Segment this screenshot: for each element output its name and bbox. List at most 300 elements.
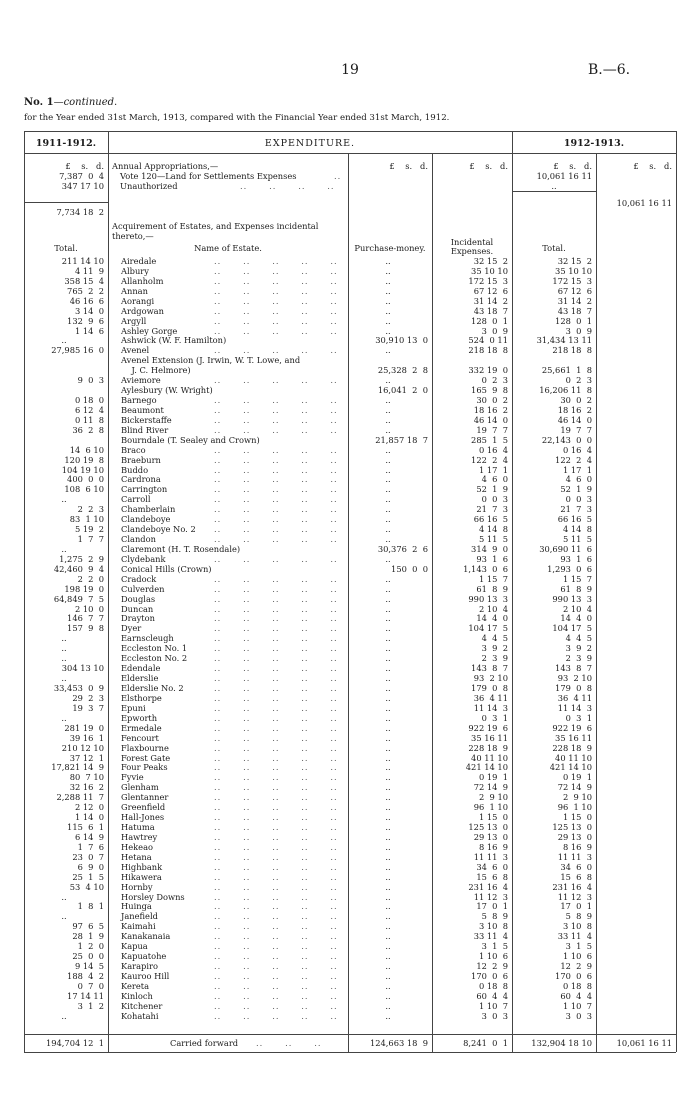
prev-total-cell: .. <box>61 494 67 505</box>
total-cell: 2 3 9 <box>565 653 592 664</box>
footer-total: 132,904 18 10 <box>531 1038 592 1048</box>
total-cell: 0 0 3 <box>565 494 592 505</box>
estate-name-cell: Fyvie <box>121 772 144 783</box>
estate-name-cell: Greenfield <box>121 802 166 813</box>
lsd-purchase: £ s. d. <box>389 161 428 171</box>
incidental-expenses-cell: 8 16 9 <box>478 841 508 852</box>
estate-name-cell: Airedale <box>121 256 157 266</box>
estate-name-cell: Ardgowan <box>121 305 164 316</box>
estate-name-cell: Conical Hills (Crown) <box>121 563 212 574</box>
total-cell: 31 14 2 <box>557 295 592 306</box>
prev-total-cell: 146 7 7 <box>67 613 104 624</box>
year-left: 1911-1912. <box>35 138 97 149</box>
table-row <box>0 574 700 584</box>
dot-leader: .. .. .. .. .. <box>214 762 338 773</box>
table-row <box>0 911 700 921</box>
total-cell: 2 10 4 <box>562 603 592 614</box>
estate-name-cell: Glenham <box>121 782 159 793</box>
prev-total-cell: 132 9 6 <box>67 315 104 326</box>
prev-total-cell: 2,288 11 7 <box>56 792 104 803</box>
dot-leader: .. .. .. .. .. <box>214 732 338 743</box>
total-cell: 30,690 11 6 <box>539 543 592 554</box>
table-row <box>0 365 700 375</box>
incidental-expenses-cell: 35 16 11 <box>471 732 508 743</box>
purchase-money-cell: .. <box>385 395 391 406</box>
total-cell: 21 7 3 <box>560 504 592 515</box>
table-row <box>0 415 700 425</box>
lsd-prev: £ s. d. <box>65 161 104 171</box>
prev-total-cell: .. <box>61 653 67 664</box>
purchase-money-cell: .. <box>385 682 391 693</box>
total-cell: 19 7 7 <box>560 424 592 435</box>
total-cell: 0 16 4 <box>562 444 592 455</box>
prev-total-cell: 108 6 10 <box>64 484 104 495</box>
table-row <box>0 623 700 633</box>
prev-total-cell: 2 12 0 <box>74 802 104 813</box>
incidental-expenses-cell: 3 1 5 <box>481 941 508 952</box>
total-cell: 72 14 9 <box>557 782 592 793</box>
dot-leader: .. .. .. .. .. <box>214 871 338 882</box>
prev-total-cell: 17 14 11 <box>67 990 104 1001</box>
estate-name-cell: Hornby <box>121 881 153 892</box>
incidental-expenses-cell: 170 0 6 <box>471 970 508 981</box>
estate-name-cell: Argyll <box>121 315 147 326</box>
incidental-expenses-cell: 34 6 0 <box>476 861 508 872</box>
estate-name-cell: Horsley Downs <box>121 891 185 902</box>
prev-total-cell: 1 7 6 <box>77 841 104 852</box>
purchase-money-cell: .. <box>385 921 391 932</box>
total-cell: 5 8 9 <box>565 911 592 922</box>
prev-total-cell: 27,985 16 0 <box>51 345 104 356</box>
prev-total-cell: 198 19 0 <box>64 583 104 594</box>
total-cell: 93 2 10 <box>557 673 592 684</box>
prev-total-cell: 83 1 10 <box>69 514 104 525</box>
prev-total-cell: 6 9 0 <box>77 861 104 872</box>
table-row <box>0 802 700 812</box>
incidental-expenses-cell: 3 0 9 <box>481 325 508 336</box>
purchase-money-cell: .. <box>385 881 391 892</box>
estate-name-cell: Clydebank <box>121 553 166 564</box>
table-row <box>0 326 700 336</box>
purchase-money-cell: .. <box>385 623 391 634</box>
dot-leader: .. .. .. .. .. <box>214 911 338 922</box>
prev-total-cell: 42,460 9 4 <box>53 563 104 574</box>
estate-name-cell: Elsthorpe <box>121 692 162 703</box>
prev-total-cell: 1 7 7 <box>77 534 104 545</box>
total-cell: 0 2 3 <box>565 375 592 386</box>
dot-leader: .. .. .. .. .. <box>214 315 338 326</box>
table-row <box>0 782 700 792</box>
total-cell: 93 1 6 <box>560 553 592 564</box>
total-cell: 11 12 3 <box>557 891 592 902</box>
header-rule <box>24 153 676 154</box>
dot-leader: .. .. .. .. .. <box>214 593 338 604</box>
estate-name-cell: Braeburn <box>121 454 161 465</box>
total-cell: 218 18 8 <box>552 345 592 356</box>
total-cell: 29 13 0 <box>557 831 592 842</box>
purchase-money-cell: .. <box>385 583 391 594</box>
dot-leader: .. .. .. .. .. <box>214 822 338 832</box>
prev-total-cell: .. <box>61 673 67 684</box>
total-cell: 3 10 8 <box>562 921 592 932</box>
estate-name-cell: Forest Gate <box>121 752 171 763</box>
estate-name-cell: Four Peaks <box>121 762 168 773</box>
purchase-money-cell: .. <box>385 851 391 862</box>
table-row <box>0 256 700 266</box>
prev-total-cell: .. <box>61 891 67 902</box>
purchase-money-cell: .. <box>385 941 391 952</box>
purchase-money-cell: .. <box>385 524 391 535</box>
prev-total-cell: 28 1 9 <box>72 931 104 942</box>
prev-total-cell: 104 19 10 <box>61 464 104 475</box>
dot-leader: .. .. .. .. .. <box>214 692 338 703</box>
dot-leader: .. .. .. .. .. <box>214 345 338 356</box>
incidental-expenses-cell: 2 10 4 <box>478 603 508 614</box>
incidental-expenses-cell: 104 17 5 <box>468 623 508 634</box>
prev-unauth: 347 17 10 <box>61 181 104 191</box>
incidental-expenses-cell: 43 18 7 <box>473 305 508 316</box>
estate-name-cell: Culverden <box>121 583 165 594</box>
prev-total-cell: .. <box>61 712 67 723</box>
prev-total-cell: .. <box>61 643 67 654</box>
estate-name-cell: Duncan <box>121 603 154 614</box>
prev-total-cell: 23 0 7 <box>72 851 104 862</box>
estate-name-cell: Dyer <box>121 623 142 634</box>
incidental-expenses-cell: 33 11 4 <box>473 931 508 942</box>
cur-vote: 10,061 16 11 <box>536 171 592 181</box>
estate-name-cell: Hetana <box>121 851 152 862</box>
incidental-expenses-cell: 32 15 2 <box>473 256 508 266</box>
purchase-money-cell: .. <box>385 285 391 296</box>
prev-total-cell: 304 13 10 <box>61 663 104 674</box>
table-row <box>0 971 700 981</box>
total-cell: 172 15 3 <box>552 275 592 286</box>
purchase-money-cell: .. <box>385 752 391 763</box>
table-row <box>0 693 700 703</box>
purchase-money-cell: 30,910 13 0 <box>375 335 428 346</box>
estate-name-cell: Ashwick (W. F. Hamilton) <box>121 335 227 346</box>
purchase-money-cell: 25,328 2 8 <box>377 365 428 376</box>
purchase-money-cell: .. <box>385 762 391 773</box>
incidental-expenses-cell: 0 2 3 <box>481 375 508 386</box>
dot-leader: .. .. .. .. .. <box>214 524 338 535</box>
page-reference: B.—6. <box>588 62 631 78</box>
dot-leader: .. .. .. .. .. <box>214 712 338 723</box>
prev-total-cell: 64,849 7 5 <box>53 593 104 604</box>
total-cell: 33 11 4 <box>557 931 592 942</box>
total-cell: 32 15 2 <box>557 256 592 266</box>
estate-name-cell: Epworth <box>121 712 158 723</box>
estate-name-cell: Barnego <box>121 395 157 406</box>
prev-total-cell: .. <box>61 543 67 554</box>
table-row <box>0 1011 700 1021</box>
table-row <box>0 832 700 842</box>
purchase-money-cell: .. <box>385 424 391 435</box>
incidental-expenses-cell: 3 10 8 <box>478 921 508 932</box>
dot-leader: .. .. .. .. .. <box>214 792 338 803</box>
table-row <box>0 534 700 544</box>
table-row <box>0 653 700 663</box>
purchase-money-cell: .. <box>385 534 391 545</box>
dot-leader: .. .. .. .. .. <box>214 831 338 842</box>
purchase-money-cell: 21,857 18 7 <box>375 434 428 445</box>
dot-leader: .. .. .. .. .. <box>214 484 338 495</box>
table-row <box>0 991 700 1001</box>
purchase-money-cell: .. <box>385 822 391 832</box>
purchase-money-cell: .. <box>385 325 391 336</box>
total-cell: 3 0 9 <box>565 325 592 336</box>
total-cell: 22,143 0 0 <box>541 434 592 445</box>
purchase-money-cell: .. <box>385 772 391 783</box>
footer-label: Carried forward <box>170 1038 239 1048</box>
table-row <box>0 792 700 802</box>
dot-leader: .. .. .. .. .. <box>214 275 338 286</box>
total-cell: 143 8 7 <box>555 663 592 674</box>
dot-leader: .. .. .. .. .. <box>214 534 338 545</box>
dot-leader: .. .. .. .. .. <box>214 702 338 713</box>
prev-total-cell: 37 12 1 <box>69 752 104 763</box>
estate-name-cell: Clandon <box>121 534 156 545</box>
incidental-expenses-cell: 4 6 0 <box>481 474 508 485</box>
incidental-expenses-cell: 285 1 5 <box>471 434 508 445</box>
dot-leader: .. .. .. .. .. <box>214 881 338 892</box>
incidental-expenses-cell: 231 16 4 <box>468 881 508 892</box>
purchase-money-cell: .. <box>385 901 391 912</box>
prev-total-cell: 0 7 0 <box>77 980 104 991</box>
dot-leader: .. .. .. .. .. <box>214 682 338 693</box>
total-cell: 35 10 10 <box>555 265 592 276</box>
total-cell: 52 1 9 <box>560 484 592 495</box>
dot-leader: .. .. .. .. .. <box>214 951 338 962</box>
table-row <box>0 355 700 365</box>
table-row <box>0 753 700 763</box>
estate-name-cell: J. C. Helmore) <box>121 365 191 376</box>
table-row <box>0 633 700 643</box>
prev-total-cell: 4 11 9 <box>74 265 104 276</box>
total-cell: 128 0 1 <box>555 315 592 326</box>
prev-vote: 7,387 0 4 <box>59 171 104 181</box>
incidental-expenses-cell: 52 1 9 <box>476 484 508 495</box>
incidental-expenses-cell: 67 12 6 <box>473 285 508 296</box>
prev-total-cell: 32 16 2 <box>69 782 104 793</box>
estate-name-cell: Hatuma <box>121 822 155 832</box>
estate-name-cell: Aorangi <box>121 295 155 306</box>
table-row <box>0 584 700 594</box>
table-row <box>0 733 700 743</box>
table-row <box>0 882 700 892</box>
table-row <box>0 494 700 504</box>
col-total-cur: Total. <box>542 243 566 253</box>
table-row <box>0 901 700 911</box>
incidental-expenses-cell: 122 2 4 <box>471 454 508 465</box>
table-row <box>0 335 700 345</box>
table-row <box>0 474 700 484</box>
purchase-money-cell: .. <box>385 404 391 415</box>
prev-total-cell: 17,821 14 9 <box>51 762 104 773</box>
total-cell: 30 0 2 <box>560 395 592 406</box>
purchase-money-cell: .. <box>385 464 391 475</box>
incidental-expenses-cell: 93 2 10 <box>473 673 508 684</box>
purchase-money-cell: .. <box>385 256 391 266</box>
estate-name-cell: Eccleston No. 2 <box>121 653 188 664</box>
dot-leader: .. .. .. .. .. <box>214 573 338 584</box>
dot-leader: .. .. .. .. .. <box>214 375 338 386</box>
total-cell: 11 14 3 <box>557 702 592 713</box>
continued-label: —continued. <box>53 97 118 108</box>
page-number: 19 <box>341 62 359 78</box>
table-row <box>0 743 700 753</box>
table-row <box>0 852 700 862</box>
estate-name-cell: Ermedale <box>121 722 162 733</box>
total-cell: 96 1 10 <box>557 802 592 813</box>
total-cell: 228 18 9 <box>552 742 592 753</box>
estate-name-cell: Blind River <box>121 424 169 435</box>
prev-total-cell: .. <box>61 335 67 346</box>
prev-total-cell: 2 2 0 <box>77 573 104 584</box>
prev-total-cell: 53 4 10 <box>69 881 104 892</box>
incidental-expenses-cell: 1 15 7 <box>478 573 508 584</box>
estate-name-cell: Hawtrey <box>121 831 158 842</box>
prev-total-cell: .. <box>61 633 67 644</box>
purchase-money-cell: .. <box>385 990 391 1001</box>
incidental-expenses-cell: 17 0 1 <box>476 901 508 912</box>
estate-name-cell: Buddo <box>121 464 149 475</box>
prev-total-cell: 211 14 10 <box>61 256 104 266</box>
table-row <box>0 703 700 713</box>
purchase-money-cell: .. <box>385 593 391 604</box>
prev-total-cell: 115 6 1 <box>67 822 104 832</box>
purchase-money-cell: .. <box>385 722 391 733</box>
purchase-money-cell: .. <box>385 911 391 922</box>
incidental-expenses-cell: 11 11 3 <box>473 851 508 862</box>
purchase-money-cell: .. <box>385 553 391 564</box>
unauth-leader: .. .. .. .. <box>240 181 335 191</box>
total-cell: 421 14 10 <box>549 762 592 773</box>
total-cell: 0 19 1 <box>562 772 592 783</box>
prev-total-cell: 5 19 2 <box>74 524 104 535</box>
total-cell: 40 11 10 <box>555 752 592 763</box>
dot-leader: .. .. .. .. .. <box>214 653 338 664</box>
purchase-money-cell: .. <box>385 931 391 942</box>
dot-leader: .. .. .. .. .. <box>214 395 338 406</box>
purchase-money-cell: .. <box>385 782 391 793</box>
estate-name-cell: Ashley Gorge <box>121 325 178 336</box>
table-row <box>0 604 700 614</box>
purchase-money-cell: .. <box>385 315 391 326</box>
total-cell: 990 13 3 <box>552 593 592 604</box>
total-cell: 17 0 1 <box>560 901 592 912</box>
total-cell: 5 11 5 <box>562 534 592 545</box>
dot-leader: .. .. .. .. .. <box>214 404 338 415</box>
total-cell: 4 4 5 <box>565 633 592 644</box>
incidental-expenses-cell: 11 14 3 <box>473 702 508 713</box>
prev-total-cell: 0 18 0 <box>74 395 104 406</box>
total-cell: 2 9 10 <box>562 792 592 803</box>
estate-name-cell: Clandeboye No. 2 <box>121 524 196 535</box>
estate-name-cell: Carroll <box>121 494 151 505</box>
right-total-rule <box>512 191 596 192</box>
total-cell: 3 9 2 <box>565 643 592 654</box>
table-row <box>0 951 700 961</box>
purchase-money-cell: .. <box>385 732 391 743</box>
dot-leader: .. .. .. .. .. <box>214 970 338 981</box>
estate-name-cell: Kitchener <box>121 1000 163 1011</box>
estate-name-cell: Carrington <box>121 484 168 495</box>
total-cell: 16,206 11 8 <box>539 385 592 396</box>
dot-leader: .. .. .. .. .. <box>214 444 338 455</box>
table-row <box>0 564 700 574</box>
cur-unauth: .. <box>551 181 557 191</box>
total-cell: 34 6 0 <box>560 861 592 872</box>
dot-leader: .. .. .. .. .. <box>214 414 338 425</box>
total-cell: 1,293 0 6 <box>547 563 592 574</box>
total-cell: 43 18 7 <box>557 305 592 316</box>
total-cell: 12 2 9 <box>560 961 592 972</box>
dot-leader: .. .. .. .. .. <box>214 782 338 793</box>
estate-name-cell: Elderslie No. 2 <box>121 682 184 693</box>
footer-leader: .. .. .. <box>256 1038 322 1048</box>
estate-name-cell: Aylesbury (W. Wright) <box>121 385 213 396</box>
purchase-money-cell: .. <box>385 692 391 703</box>
dot-leader: .. .. .. .. .. <box>214 812 338 823</box>
purchase-money-cell: .. <box>385 514 391 525</box>
incidental-expenses-cell: 524 0 11 <box>468 335 508 346</box>
incidental-expenses-cell: 172 15 3 <box>468 275 508 286</box>
incidental-expenses-cell: 61 8 9 <box>476 583 508 594</box>
dot-leader: .. .. .. .. .. <box>214 603 338 614</box>
lsd-total: £ s. d. <box>553 161 592 171</box>
dot-leader: .. .. .. .. .. <box>214 553 338 564</box>
purchase-money-cell: .. <box>385 742 391 753</box>
purchase-money-cell: .. <box>385 603 391 614</box>
footer-prev: 194,704 12 1 <box>45 1038 104 1048</box>
estate-name-cell: Kinloch <box>121 990 153 1001</box>
estate-name-cell: Epuni <box>121 702 146 713</box>
incidental-expenses-cell: 165 9 8 <box>471 385 508 396</box>
estate-name-cell: Elderslie <box>121 673 159 684</box>
total-cell: 3 1 5 <box>565 941 592 952</box>
total-cell: 0 3 1 <box>565 712 592 723</box>
purchase-money-cell: 16,041 2 0 <box>377 385 428 396</box>
dot-leader: .. .. .. .. .. <box>214 1010 338 1021</box>
prev-total-cell: 9 0 3 <box>77 375 104 386</box>
cur-total: 10,061 16 11 <box>616 198 672 208</box>
prev-total-cell: 6 12 4 <box>74 404 104 415</box>
purchase-money-cell: .. <box>385 1000 391 1011</box>
estate-name-cell: Eccleston No. 1 <box>121 643 188 654</box>
prev-total-cell: 29 2 3 <box>72 692 104 703</box>
purchase-money-cell: 30,376 2 6 <box>377 543 428 554</box>
purchase-money-cell: .. <box>385 663 391 674</box>
estate-name-cell: Avenel <box>121 345 150 356</box>
dot-leader: .. .. .. .. .. <box>214 772 338 783</box>
purchase-money-cell: .. <box>385 375 391 386</box>
estate-name-cell: Douglas <box>121 593 156 604</box>
purchase-money-cell: 150 0 0 <box>391 563 428 574</box>
incidental-expenses-cell: 0 3 1 <box>481 712 508 723</box>
purchase-money-cell: .. <box>385 712 391 723</box>
dot-leader: .. .. .. .. .. <box>214 931 338 942</box>
prev-total-cell: .. <box>61 1010 67 1021</box>
estate-name-cell: Bourndale (T. Sealey and Crown) <box>121 434 260 445</box>
total-cell: 11 11 3 <box>557 851 592 862</box>
prev-total-cell: 33,453 0 9 <box>53 682 104 693</box>
incidental-expenses-cell: 14 4 0 <box>476 613 508 624</box>
col-estate: Name of Estate. <box>194 243 262 253</box>
total-cell: 67 12 6 <box>557 285 592 296</box>
estate-name-cell: Kaimahi <box>121 921 156 932</box>
table-row <box>0 435 700 445</box>
